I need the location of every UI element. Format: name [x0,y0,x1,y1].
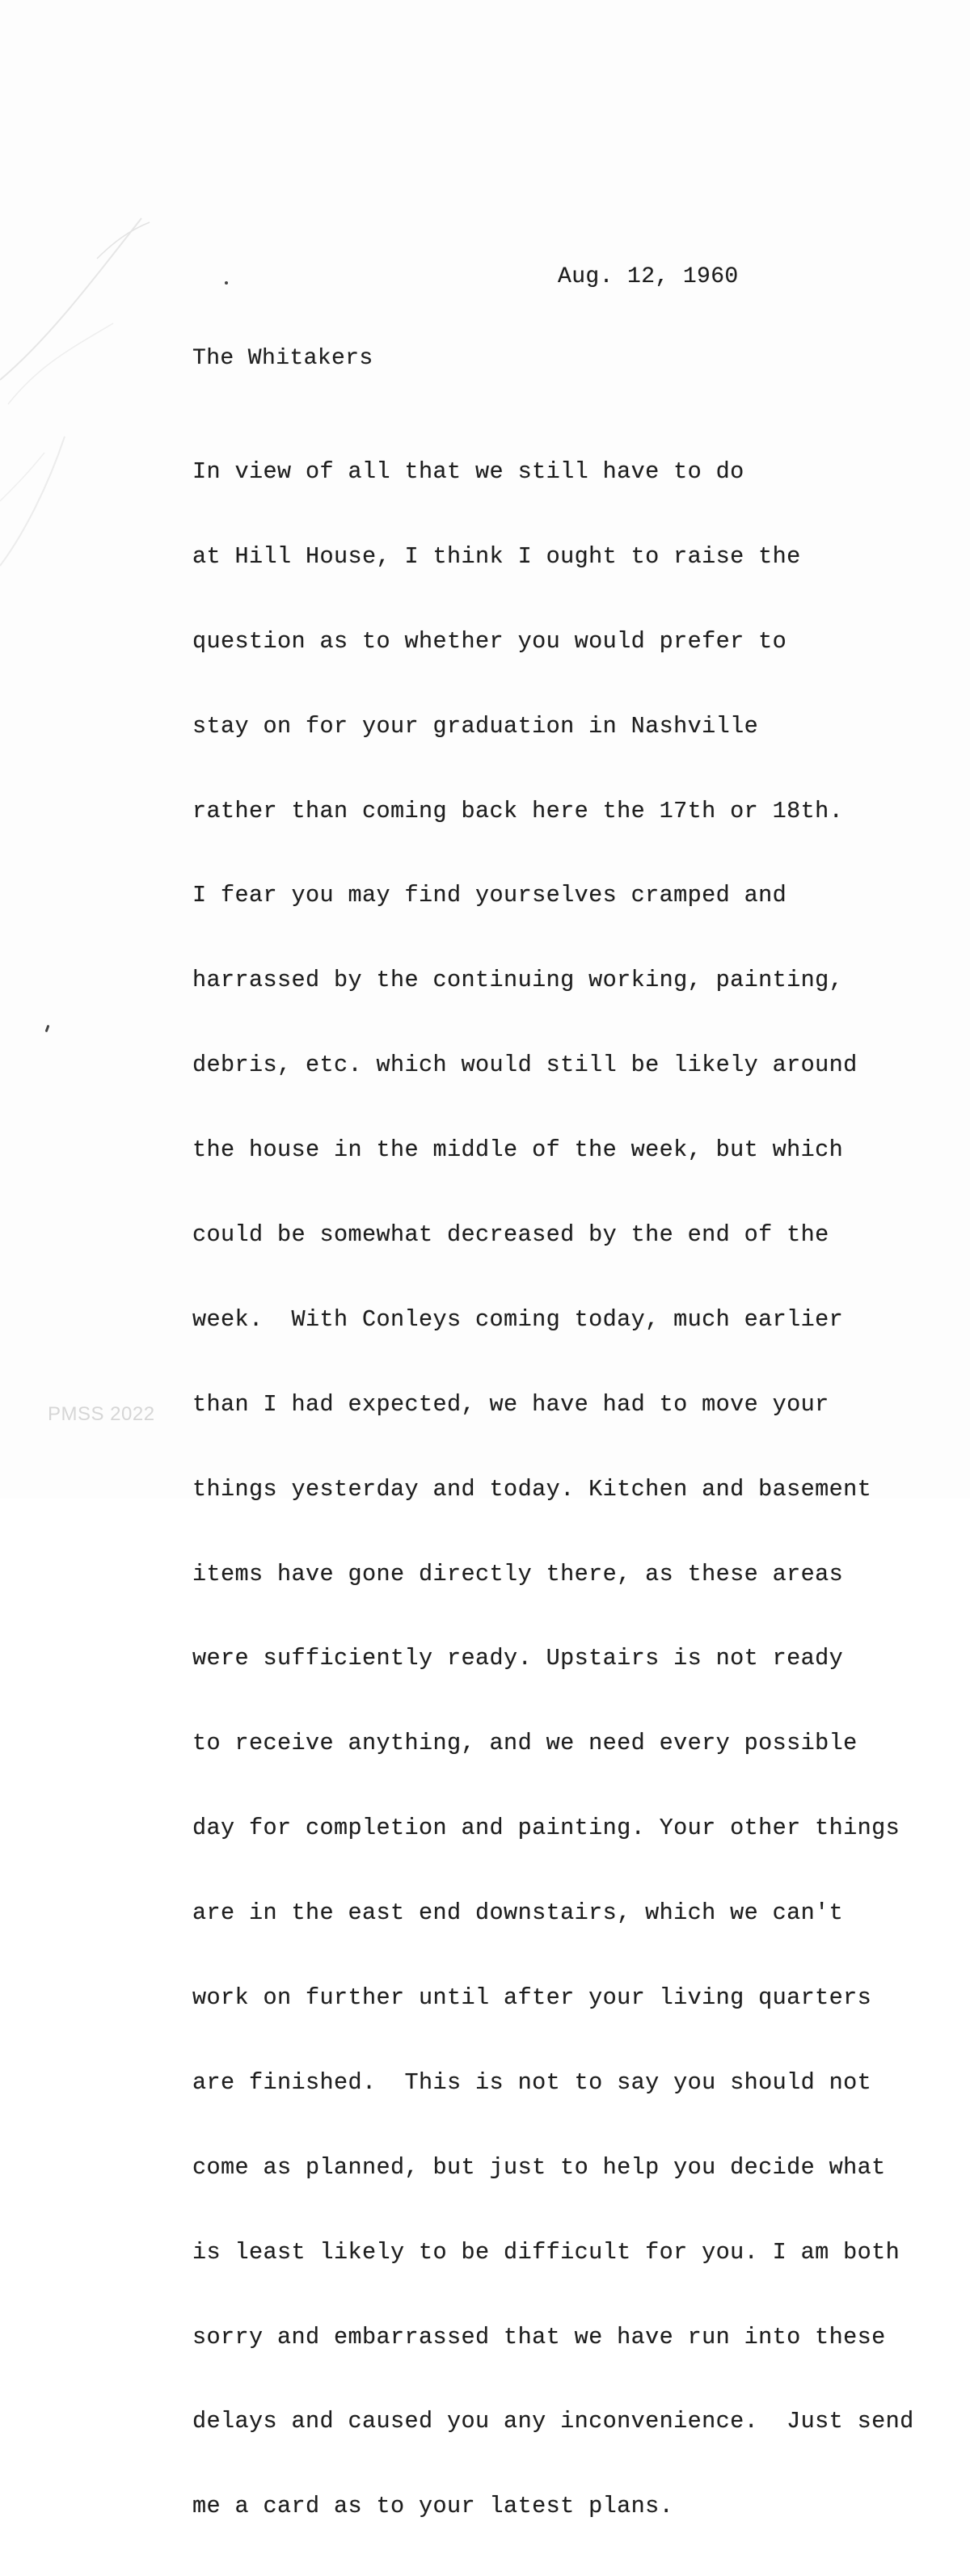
letter-line: work on further until after your living quarters [192,1984,872,2012]
letter-line: debris, etc. which would still be likely around [192,1052,858,1079]
letter-line: could be somewhat decreased by the end of the [192,1221,829,1249]
letter-line: come as planned, but just to help you decide what [192,2153,886,2181]
letter-line: In view of all that we still have to do [192,458,744,485]
letter-line: to receive anything, and we need every possible [192,1730,858,1757]
letter-line: items have gone directly there, as these areas [192,1560,844,1587]
letter-line: are in the east end downstairs, which we can't [192,1899,844,1927]
ink-speck [45,1025,50,1032]
letter-line: week. With Conleys coming today, much earlier [192,1305,844,1333]
letter-line: than I had expected, we have had to move your [192,1390,829,1418]
letter-line: harrassed by the continuing working, painting, [192,967,844,994]
letter-line: were sufficiently ready. Upstairs is not ready [192,1645,844,1672]
letter-line: the house in the middle of the week, but which [192,1136,844,1164]
letter-line: question as to whether you would prefer to [192,627,787,655]
ink-speck [225,281,228,285]
letter-line: is least likely to be difficult for you. I am both [192,2238,900,2266]
letter-line: at Hill House, I think I ought to raise the [192,542,801,570]
letter-line: stay on for your graduation in Nashville [192,712,759,740]
letter-line: I fear you may find yourselves cramped and [192,882,787,909]
letter-date: Aug. 12, 1960 [558,264,739,289]
letter-salutation: The Whitakers [192,346,373,371]
letter-line: things yesterday and today. Kitchen and basement [192,1475,872,1503]
letter-line: are finished. This is not to say you should not [192,2068,872,2096]
letter-line: delays and caused you any inconvenience. Just send [192,2408,914,2435]
letter-line: rather than coming back here the 17th or 18th. [192,797,844,824]
letter-line: sorry and embarrassed that we have run into these [192,2323,886,2350]
archive-watermark: PMSS 2022 [48,1403,155,1425]
letter-body [192,403,914,2576]
letter-line: day for completion and painting. Your other things [192,1815,900,1842]
letter-line: me a card as to your latest plans. [192,2493,674,2520]
